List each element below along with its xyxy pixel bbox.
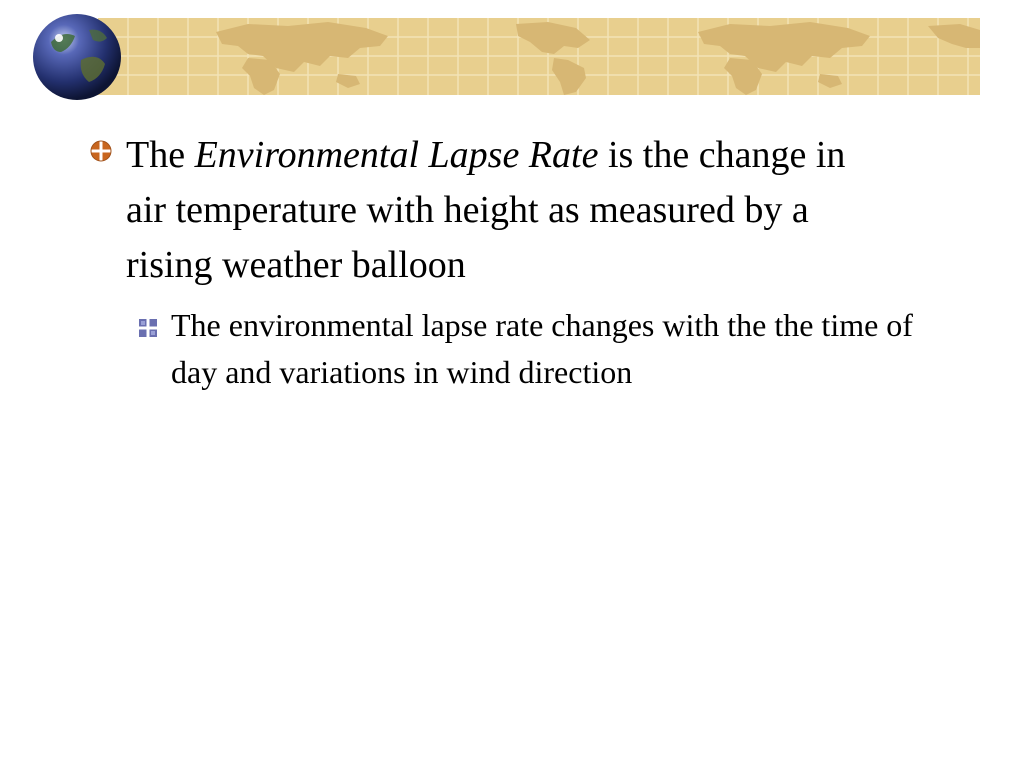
globe-icon — [31, 12, 123, 102]
bullet-icon — [90, 140, 112, 162]
term-emphasis: Environmental Lapse Rate — [194, 134, 599, 176]
world-map-banner — [98, 18, 980, 95]
bullet1-suffix: is the change in air temperature with height as measured by a rising weather balloon — [126, 134, 846, 286]
bullet-text-level2: The environmental lapse rate changes with the the time of day and variations in wind direction — [171, 307, 913, 390]
sub-bullet-icon — [138, 318, 158, 338]
bullet-text-level1 — [126, 128, 886, 293]
bullet1-prefix: The — [126, 134, 195, 176]
